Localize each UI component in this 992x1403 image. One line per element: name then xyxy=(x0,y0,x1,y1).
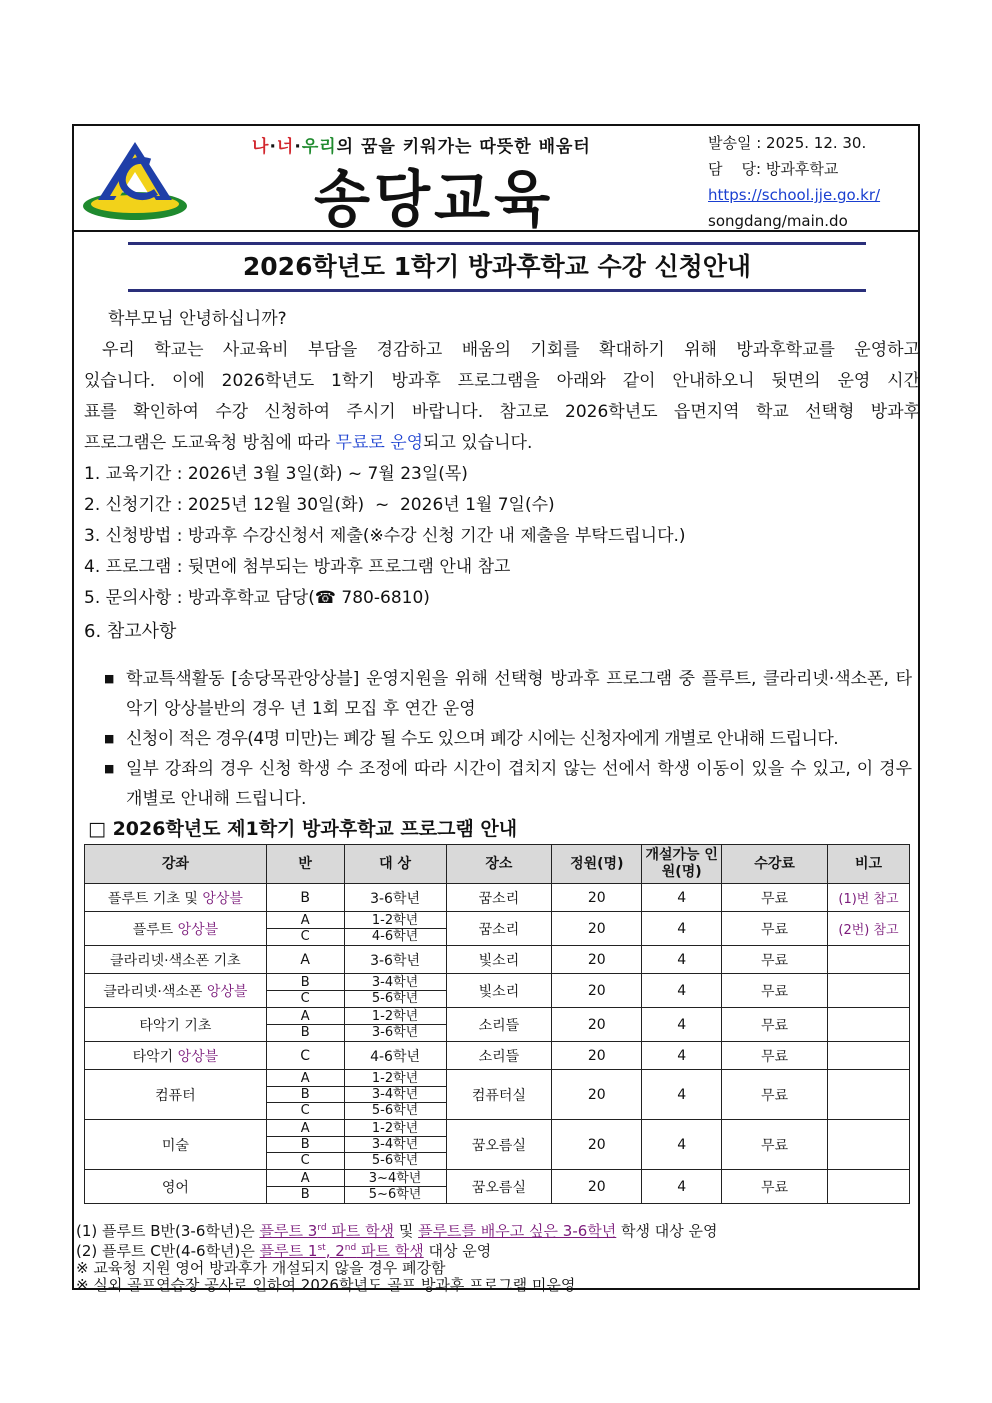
course-class: B xyxy=(266,884,344,912)
table-row xyxy=(85,1070,910,1120)
course-name: 플루트 기초 및 앙상블 xyxy=(85,884,267,912)
course-class: A xyxy=(266,946,344,974)
col-header: 장소 xyxy=(446,845,552,884)
course-name: 클라리넷·색소폰 앙상블 xyxy=(85,974,267,1008)
course-min: 4 xyxy=(642,912,722,946)
course-place: 꿈오름실 xyxy=(446,1120,552,1170)
intro-line: 우리 학교는 사교육비 부담을 경감하고 배움의 기회를 확대하기 위해 방과후학교를 운영하고 xyxy=(102,340,920,360)
course-capacity: 20 xyxy=(552,1008,642,1042)
table-row xyxy=(85,912,910,946)
notes-heading: 6. 참고사항 xyxy=(84,621,177,642)
course-note xyxy=(828,1120,910,1170)
course-name: 클라리넷·색소폰 기초 xyxy=(85,946,267,974)
course-min: 4 xyxy=(642,884,722,912)
course-class: B C xyxy=(266,974,344,1008)
course-target: 3-4학년 5-6학년 xyxy=(344,974,446,1008)
course-note xyxy=(828,974,910,1008)
course-note xyxy=(828,1070,910,1120)
course-class: A C xyxy=(266,912,344,946)
footnote-3: ※ 교육청 지원 영어 방과후가 개설되지 않을 경우 폐강함 xyxy=(76,1259,446,1277)
course-capacity: 20 xyxy=(552,912,642,946)
course-target: 3~4학년 5~6학년 xyxy=(344,1170,446,1204)
course-capacity: 20 xyxy=(552,1120,642,1170)
course-fee: 무료 xyxy=(722,1008,828,1042)
footnotes xyxy=(76,1220,718,1294)
course-place: 꿈소리 xyxy=(446,912,552,946)
col-header: 대 상 xyxy=(344,845,446,884)
notes-list xyxy=(104,664,912,814)
course-capacity: 20 xyxy=(552,1170,642,1204)
course-place: 빛소리 xyxy=(446,946,552,974)
footnote-4: ※ 실외 골프연습장 공사로 인하여 2026학년도 골프 방과후 프로그램 미운영 xyxy=(76,1276,576,1294)
course-class: A B xyxy=(266,1008,344,1042)
table-row xyxy=(85,1008,910,1042)
course-name: 타악기 기초 xyxy=(85,1008,267,1042)
issue-meta xyxy=(708,130,880,234)
footnote-1: (1) 플루트 B반(3-6학년)은 플루트 3rd 파트 학생 및 플루트를 배우고 싶은 3-6학년 학생 대상 운영 xyxy=(76,1222,718,1240)
course-target: 1-2학년 3-4학년 5-6학년 xyxy=(344,1070,446,1120)
intro-line: 프로그램은 도교육청 방침에 따라 무료로 운영되고 있습니다. xyxy=(84,433,533,453)
course-place: 소리뜰 xyxy=(446,1042,552,1070)
course-place: 꿈소리 xyxy=(446,884,552,912)
col-header: 수강료 xyxy=(722,845,828,884)
course-min: 4 xyxy=(642,1008,722,1042)
intro-line: 표를 확인하여 수강 신청하여 주시기 바랍니다. 참고로 2026학년도 읍면지역 학교 선택형 방과후 xyxy=(84,402,920,422)
course-place: 빛소리 xyxy=(446,974,552,1008)
table-row xyxy=(85,1170,910,1204)
table-row xyxy=(85,1120,910,1170)
table-row xyxy=(85,884,910,912)
info-item: 2. 신청기간 : 2025년 12월 30일(화) ~ 2026년 1월 7일(수) xyxy=(84,495,555,515)
course-place: 소리뜰 xyxy=(446,1008,552,1042)
course-target: 4-6학년 xyxy=(344,1042,446,1070)
col-header: 강좌 xyxy=(85,845,267,884)
course-note: (2번) 참고 xyxy=(828,912,910,946)
info-item: 1. 교육기간 : 2026년 3월 3일(화) ~ 7월 23일(목) xyxy=(84,464,468,484)
course-note: (1)번 참고 xyxy=(828,884,910,912)
course-class: A B C xyxy=(266,1120,344,1170)
school-url-link[interactable]: https://school.jje.go.kr/ xyxy=(708,186,881,204)
course-name: 타악기 앙상블 xyxy=(85,1042,267,1070)
course-name: 미술 xyxy=(85,1120,267,1170)
course-target: 3-6학년 xyxy=(344,884,446,912)
course-note xyxy=(828,946,910,974)
note-item: ■ 학교특색활동 [송당목관앙상블] 운영지원을 위해 선택형 방과후 프로그램 중 플루트, 클라리넷·색소폰, 타악기 앙상블반의 경우 년 1회 모집 후 연간 운영 xyxy=(104,664,912,724)
course-capacity: 20 xyxy=(552,1042,642,1070)
course-name: 플루트 앙상블 xyxy=(85,912,267,946)
course-note xyxy=(828,1170,910,1204)
document-title: 2026학년도 1학기 방과후학교 수강 신청안내 xyxy=(128,242,866,292)
newsletter-title: 송당교육 xyxy=(314,163,555,235)
course-fee: 무료 xyxy=(722,912,828,946)
col-header: 개설가능 인원(명) xyxy=(642,845,722,884)
course-fee: 무료 xyxy=(722,1170,828,1204)
info-item: 3. 신청방법 : 방과후 수강신청서 제출(※수강 신청 기간 내 제출을 부탁드립니다.) xyxy=(84,526,686,546)
course-target: 3-6학년 xyxy=(344,946,446,974)
slogan: 나·너·우리의 꿈을 키워가는 따뜻한 배움터 xyxy=(252,137,591,157)
col-header: 반 xyxy=(266,845,344,884)
course-place: 컴퓨터실 xyxy=(446,1070,552,1120)
course-class: A B xyxy=(266,1170,344,1204)
program-table-heading: □ 2026학년도 제1학기 방과후학교 프로그램 안내 xyxy=(88,818,518,840)
course-class: A B C xyxy=(266,1070,344,1120)
course-fee: 무료 xyxy=(722,946,828,974)
course-target: 1-2학년 3-6학년 xyxy=(344,1008,446,1042)
course-fee: 무료 xyxy=(722,1120,828,1170)
course-capacity: 20 xyxy=(552,946,642,974)
course-min: 4 xyxy=(642,1170,722,1204)
course-note xyxy=(828,1042,910,1070)
course-target: 1-2학년 3-4학년 5-6학년 xyxy=(344,1120,446,1170)
table-row xyxy=(85,974,910,1008)
course-capacity: 20 xyxy=(552,974,642,1008)
letterhead xyxy=(74,126,918,235)
course-name: 컴퓨터 xyxy=(85,1070,267,1120)
course-note xyxy=(828,1008,910,1042)
course-min: 4 xyxy=(642,946,722,974)
course-class: C xyxy=(266,1042,344,1070)
table-header-row xyxy=(85,845,910,884)
info-item: 5. 문의사항 : 방과후학교 담당(☎ 780-6810) xyxy=(84,588,430,608)
course-min: 4 xyxy=(642,974,722,1008)
course-fee: 무료 xyxy=(722,1042,828,1070)
note-item: ■ 신청이 적은 경우(4명 미만)는 폐강 될 수도 있으며 폐강 시에는 신청자에게 개별로 안내해 드립니다. xyxy=(104,724,912,754)
course-name: 영어 xyxy=(85,1170,267,1204)
footnote-2: (2) 플루트 C반(4-6학년)은 플루트 1st, 2nd 파트 학생 대상 운영 xyxy=(76,1242,492,1260)
course-capacity: 20 xyxy=(552,884,642,912)
issue-owner: 담 당: 방과후학교 xyxy=(708,160,839,178)
school-url-path: songdang/main.do xyxy=(708,212,848,230)
course-min: 4 xyxy=(642,1120,722,1170)
free-highlight: 무료로 운영 xyxy=(335,433,424,453)
program-table xyxy=(84,844,910,1204)
course-capacity: 20 xyxy=(552,1070,642,1120)
col-header: 비고 xyxy=(828,845,910,884)
course-fee: 무료 xyxy=(722,1070,828,1120)
course-fee: 무료 xyxy=(722,974,828,1008)
issue-date: 발송일 : 2025. 12. 30. xyxy=(708,134,867,152)
document-frame xyxy=(72,124,920,1294)
course-min: 4 xyxy=(642,1042,722,1070)
course-fee: 무료 xyxy=(722,884,828,912)
school-logo-icon xyxy=(80,134,190,224)
intro-line: 있습니다. 이에 2026학년도 1학기 방과후 프로그램을 아래와 같이 안내하오니 뒷면의 운영 시간 xyxy=(84,371,920,391)
course-place: 꿈오름실 xyxy=(446,1170,552,1204)
info-item: 4. 프로그램 : 뒷면에 첨부되는 방과후 프로그램 안내 참고 xyxy=(84,557,511,577)
table-row xyxy=(85,1042,910,1070)
greeting: 학부모님 안녕하십니까? xyxy=(108,309,287,329)
col-header: 정원(명) xyxy=(552,845,642,884)
letter-body xyxy=(84,304,920,647)
table-row xyxy=(85,946,910,974)
course-min: 4 xyxy=(642,1070,722,1120)
course-target: 1-2학년 4-6학년 xyxy=(344,912,446,946)
note-item: ■ 일부 강좌의 경우 신청 학생 수 조정에 따라 시간이 겹치지 않는 선에서 학생 이동이 있을 수 있고, 이 경우 개별로 안내해 드립니다. xyxy=(104,754,912,814)
